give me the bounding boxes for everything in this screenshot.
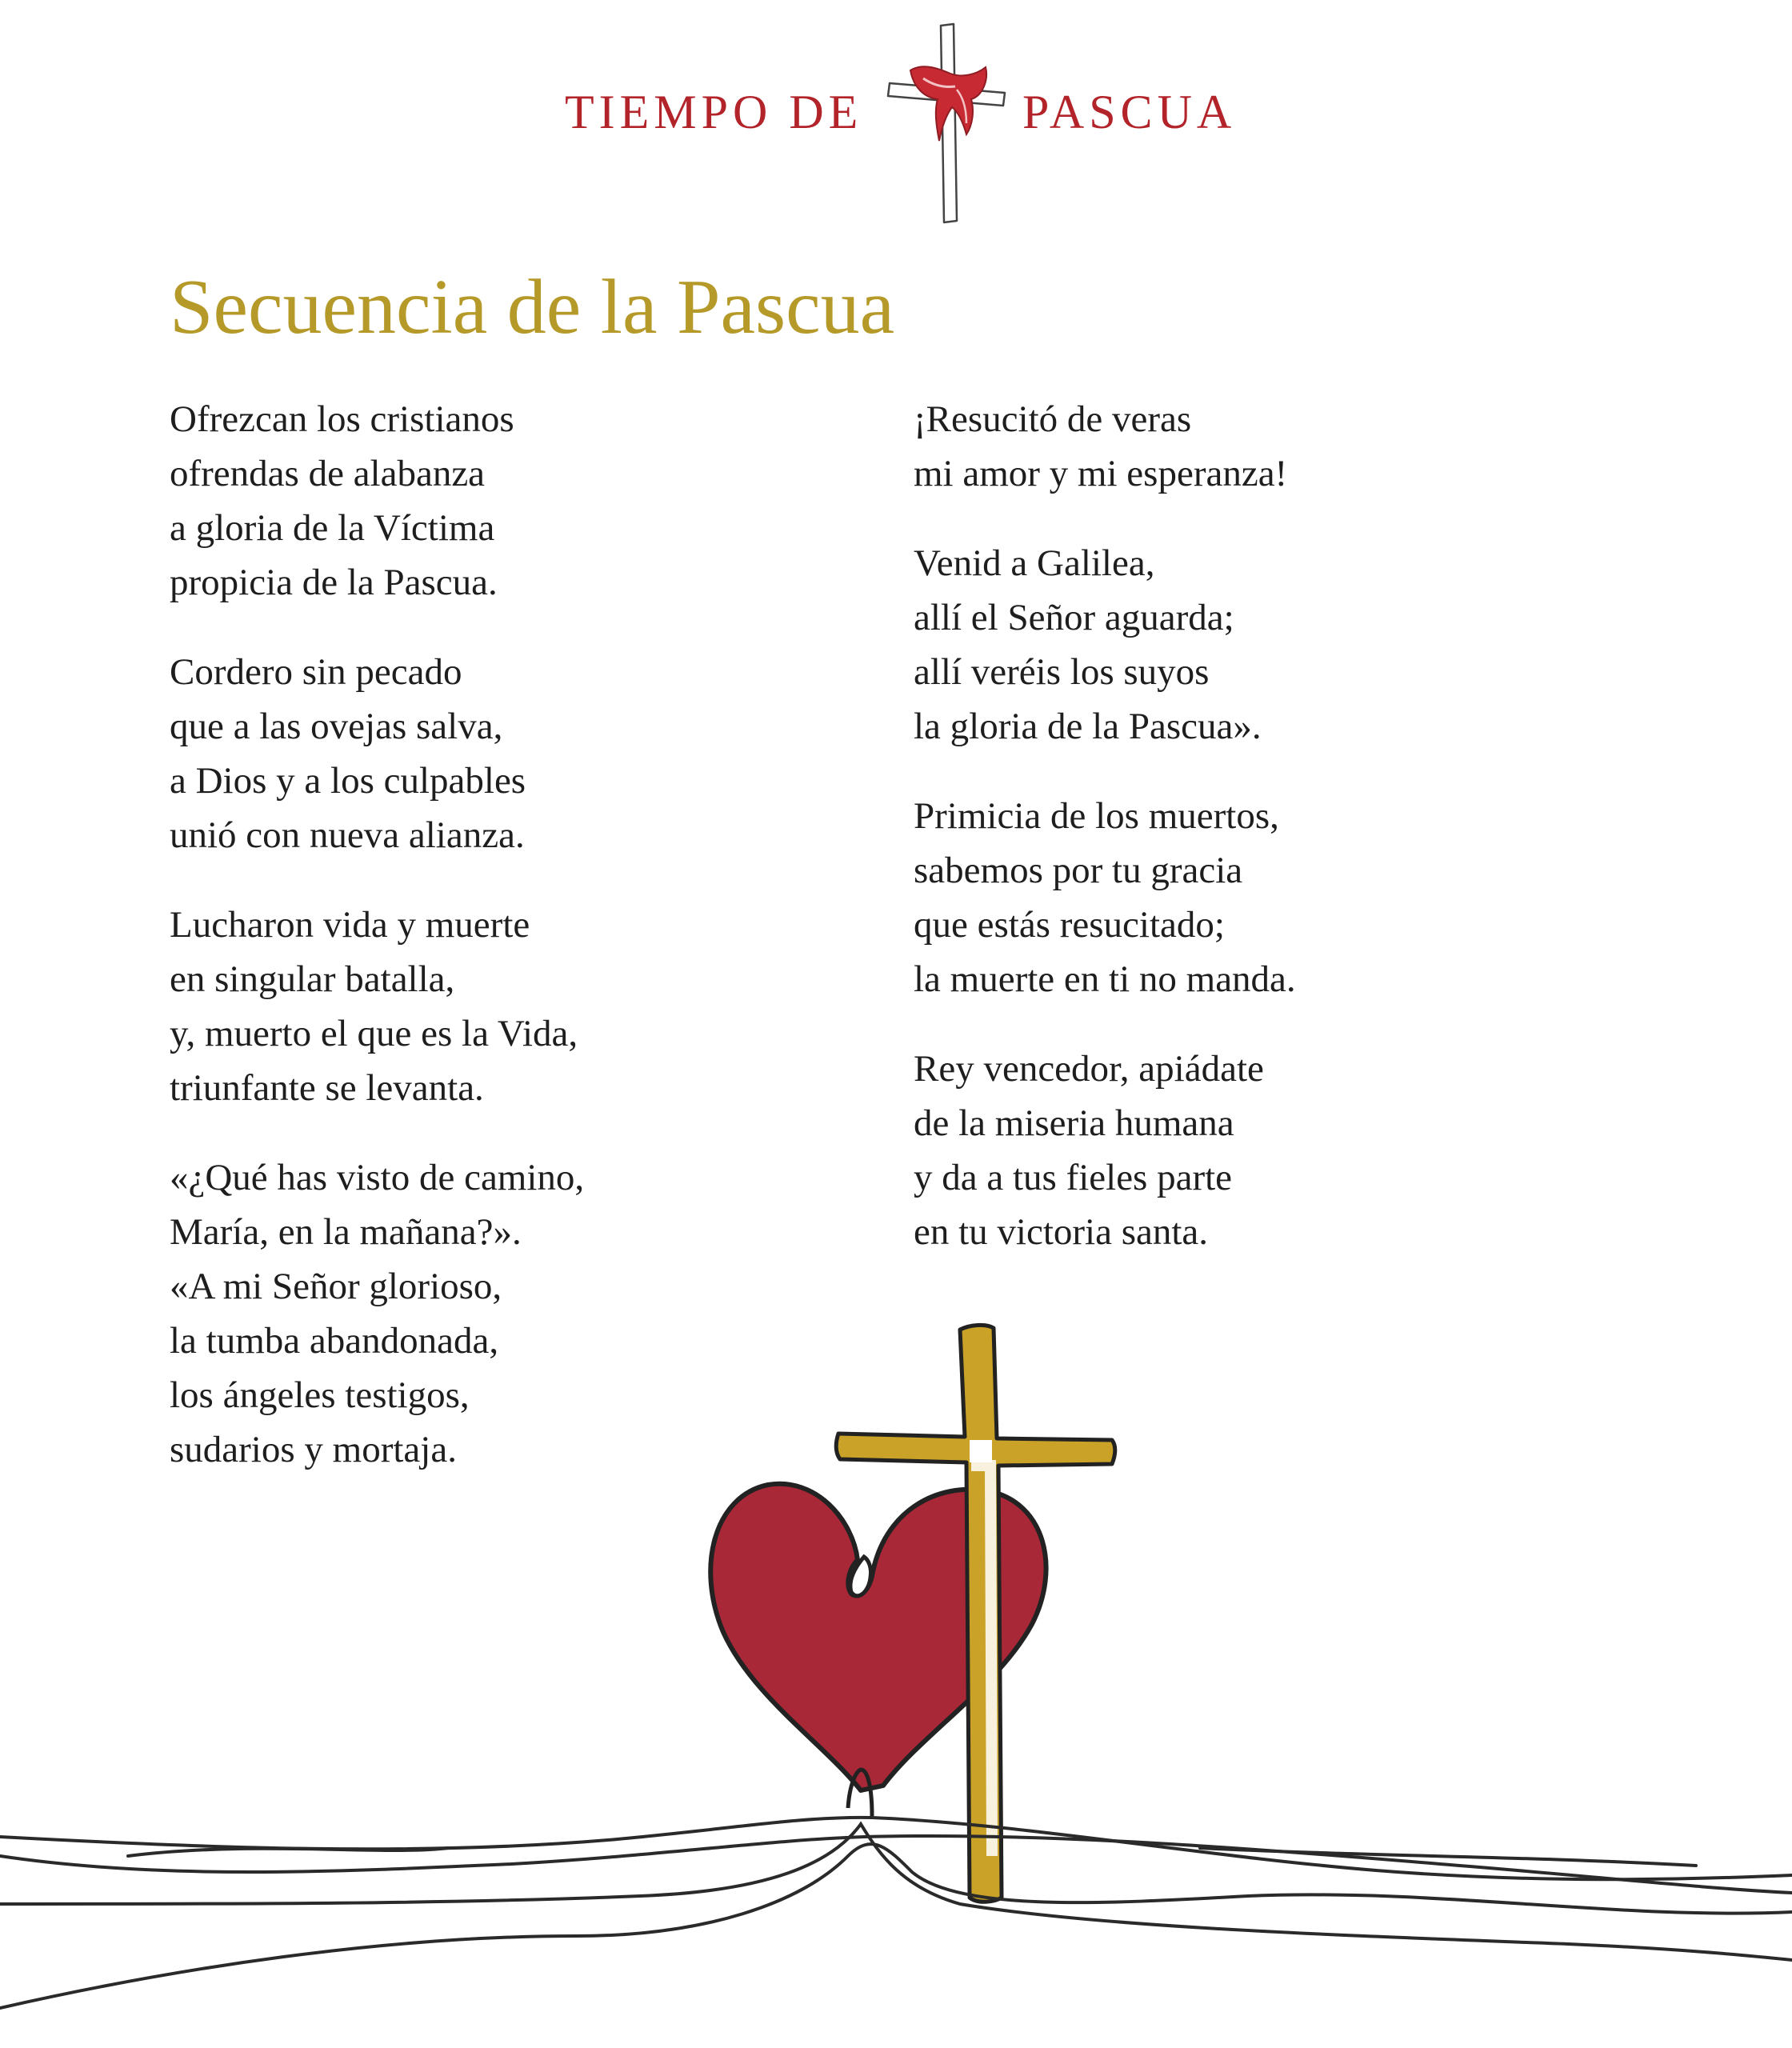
verse-line: «A mi Señor glorioso, — [170, 1266, 502, 1307]
verse-line: Cordero sin pecado — [170, 651, 462, 693]
verse-line: que a las ovejas salva, — [170, 706, 503, 747]
verse-line: Lucharon vida y muerte — [170, 904, 530, 946]
header-title-right: PASCUA — [1022, 86, 1237, 138]
verse-line: a Dios y a los culpables — [170, 760, 526, 802]
page-header — [0, 0, 1792, 240]
verse-line: triunfante se levanta. — [170, 1067, 484, 1109]
verse-line: ofrendas de alabanza — [170, 453, 486, 494]
verse-line: allí el Señor aguarda; — [914, 597, 1234, 638]
verse-line: a gloria de la Víctima — [170, 507, 495, 549]
verse-line: los ángeles testigos, — [170, 1374, 470, 1416]
verse-line: Venid a Galilea, — [914, 542, 1155, 584]
verse-line: sudarios y mortaja. — [170, 1429, 457, 1470]
verse-line: y, muerto el que es la Vida, — [170, 1013, 578, 1054]
verse-line: de la miseria humana — [914, 1102, 1234, 1144]
verse-line: ¡Resucitó de veras — [914, 398, 1192, 440]
verse-line: «¿Qué has visto de camino, — [170, 1157, 585, 1198]
verse-line: Ofrezcan los cristianos — [170, 398, 514, 440]
stanza-7 — [914, 789, 1618, 1006]
stanza-5 — [914, 392, 1618, 501]
verse-line: allí veréis los suyos — [914, 651, 1210, 693]
ground-lines — [0, 1818, 1792, 2008]
verse-line: que estás resucitado; — [914, 904, 1225, 946]
header-title-left: TIEMPO DE — [565, 86, 863, 138]
verse-line: en singular batalla, — [170, 958, 455, 1000]
verse-line: la muerte en ti no manda. — [914, 958, 1296, 1000]
stanza-2 — [170, 645, 874, 862]
verse-line: unió con nueva alianza. — [170, 814, 525, 856]
page-title: Secuencia de la Pascua — [170, 264, 895, 350]
verse-line: en tu victoria santa. — [914, 1211, 1209, 1253]
stanza-6 — [914, 536, 1618, 754]
verse-line: propicia de la Pascua. — [170, 562, 498, 603]
verse-line: sabemos por tu gracia — [914, 850, 1243, 891]
stanza-8 — [914, 1042, 1618, 1259]
stanza-1 — [170, 392, 874, 610]
verse-line: Rey vencedor, apiádate — [914, 1048, 1264, 1090]
verse-line: y da a tus fieles parte — [914, 1157, 1233, 1198]
verse-line: María, en la mañana?». — [170, 1211, 522, 1253]
verse-line: la tumba abandonada, — [170, 1320, 499, 1362]
verse-line: mi amor y mi esperanza! — [914, 453, 1288, 494]
verse-line: Primicia de los muertos, — [914, 795, 1279, 837]
poem-column-right — [914, 392, 1618, 1294]
stanza-3 — [170, 898, 874, 1115]
heart-cross-illustration — [0, 1296, 1792, 2048]
cross-with-drape-icon — [883, 21, 1011, 226]
verse-line: la gloria de la Pascua». — [914, 706, 1262, 747]
